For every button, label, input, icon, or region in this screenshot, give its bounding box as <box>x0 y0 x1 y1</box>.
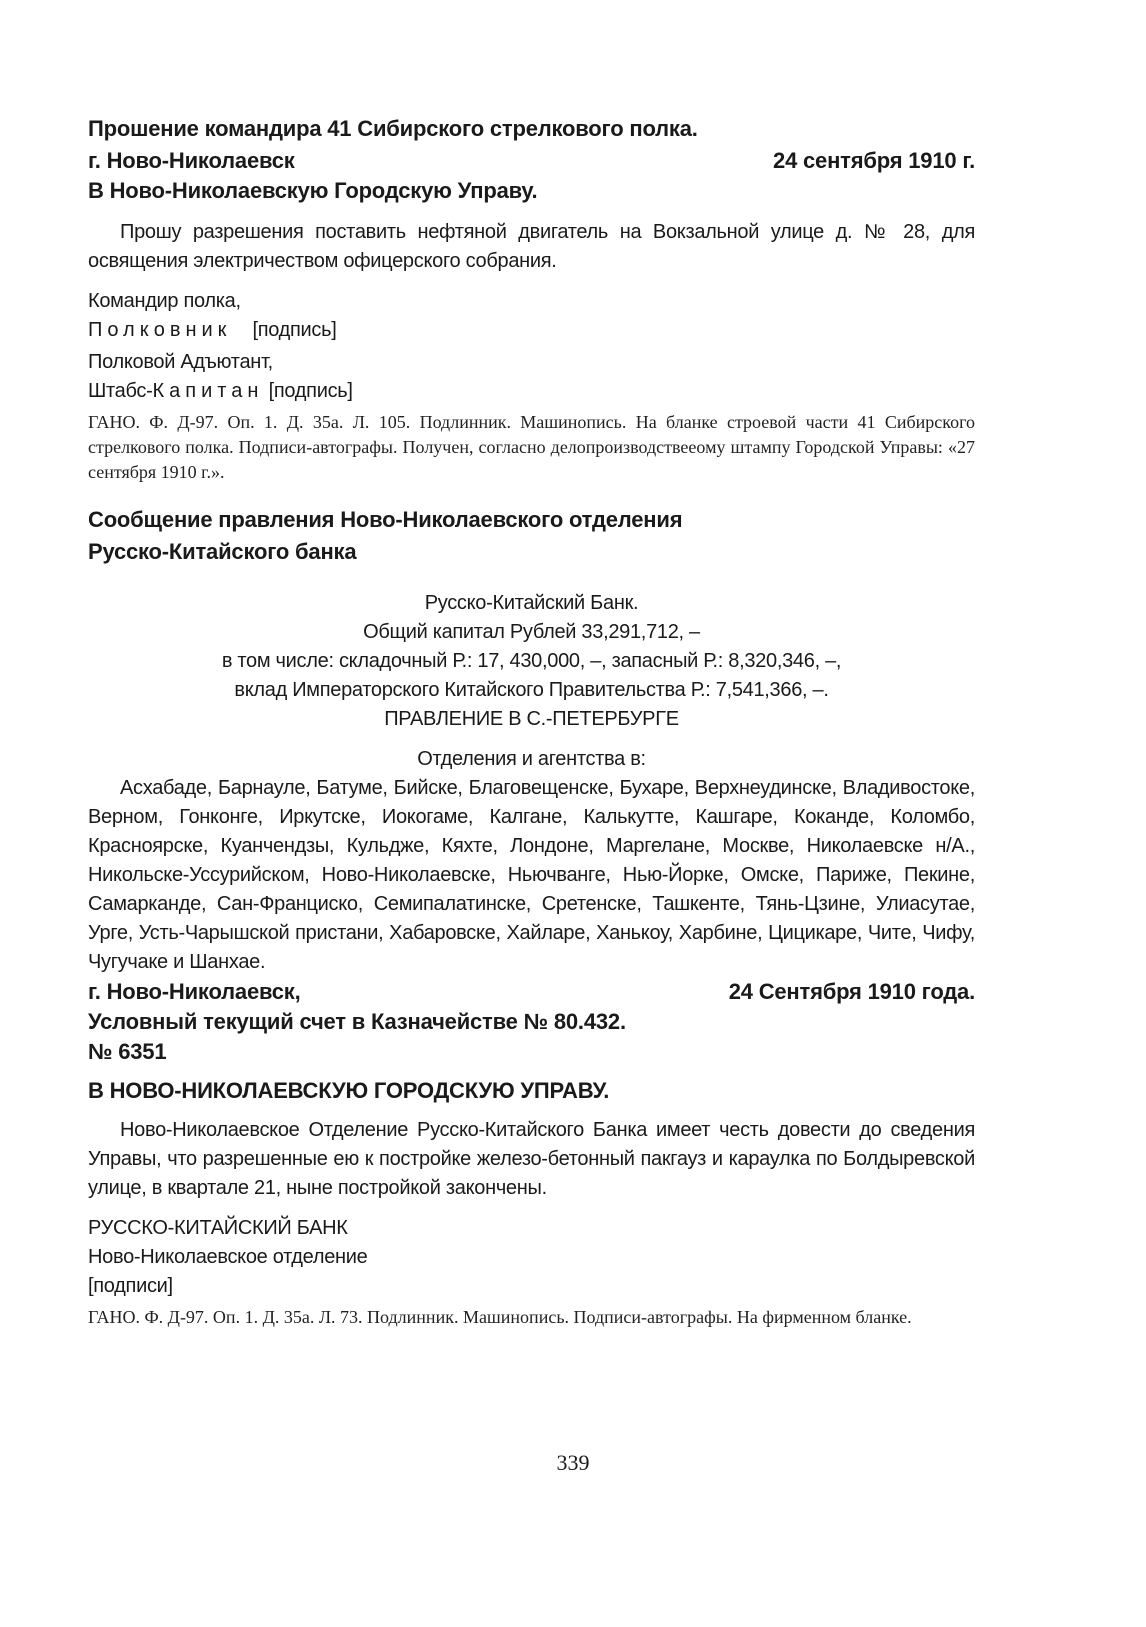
doc1-sign-mark1: [подпись] <box>252 319 337 341</box>
doc1-place: г. Ново-Николаевск <box>88 148 295 173</box>
doc1-sign-rank1-row <box>88 316 975 345</box>
doc2-archive-note: ГАНО. Ф. Д-97. Оп. 1. Д. 35а. Л. 73. Подлинник. Машинопись. Подписи-автографы. На фирменном бланке. <box>88 1307 912 1327</box>
letterhead-branches: Асхабаде, Барнауле, Батуме, Бийске, Благовещенске, Бухаре, Верхнеудинске, Владивостоке, Верном, Гонконге, Иркутске, Иокогаме, Калгане, Калькутте, Кашгаре, Коканде, Коломбо, Красноярске, Куанчендзы, Кульдже, Кяхте, Лондоне, Маргелане, Москве, Николаевске н/А., Никольске-Уссурийском, Ново-Николаевске, Ньючванге, Нью-Йорке, Омске, Париже, Пекине, Самарканде, Сан-Франциско, Семипалатинске, Сретенске, Ташкенте, Тянь-Цзине, Улиасутае, Урге, Усть-Чарышской пристани, Хабаровске, Хайларе, Ханькоу, Харбине, Цицикаре, Чите, Чифу, Чугучаке и Шанхае. <box>88 777 975 973</box>
letterhead-line3: в том числе: складочный Р.: 17, 430,000, –, запасный Р.: 8,320,346, –, <box>221 650 842 672</box>
letterhead-branches-heading: Отделения и агентства в: <box>417 748 646 770</box>
doc2-sign-line1: РУССКО-КИТАЙСКИЙ БАНК <box>88 1217 348 1239</box>
doc2-number: № 6351 <box>88 1039 167 1064</box>
letterhead-line4: вклад Императорского Китайского Правительства Р.: 7,541,366, –. <box>234 679 829 701</box>
doc2-letterhead <box>88 589 975 774</box>
page-number: 339 <box>556 1450 590 1475</box>
doc1-date: 24 сентября 1910 г. <box>773 148 975 173</box>
doc2-account: Условный текущий счет в Казначействе № 80.432. <box>88 1009 626 1034</box>
doc2-addressee: В НОВО-НИКОЛАЕВСКУЮ ГОРОДСКУЮ УПРАВУ. <box>88 1078 610 1103</box>
letterhead-line1: Русско-Китайский Банк. <box>424 592 639 614</box>
doc1-sign-rank1: Полковник <box>88 319 232 341</box>
doc1-sign-line1: Командир полка, <box>88 290 241 312</box>
document-2 <box>88 505 975 1330</box>
doc2-title-line2: Русско-Китайского банка <box>88 539 357 564</box>
doc1-sign-mark2: [подпись] <box>268 380 353 402</box>
doc1-addressee: В Ново-Николаевскую Городскую Управу. <box>88 178 538 203</box>
letterhead-line5: ПРАВЛЕНИЕ В С.-ПЕТЕРБУРГЕ <box>384 708 679 730</box>
doc2-body: Ново-Николаевское Отделение Русско-Китайского Банка имеет честь довести до сведения Управы, что разрешенные ею к постройке железо-бетонный пакгауз и караулка по Болдыревской улице, в квартале 21, ныне постройкой закончены. <box>88 1119 975 1199</box>
document-1 <box>88 114 975 485</box>
doc1-sign-line2: Полковой Адъютант, <box>88 351 273 373</box>
doc1-signature <box>88 287 975 406</box>
doc1-body: Прошу разрешения поставить нефтяной двигатель на Вокзальной улице д. № 28, для освящения электричеством офицерского собрания. <box>88 221 975 272</box>
doc1-place-date <box>88 146 975 176</box>
doc1-sign-rank2-prefix: Штабс- <box>88 380 153 402</box>
doc1-sign-rank2-row <box>88 377 975 406</box>
doc2-sign-line2: Ново-Николаевское отделение <box>88 1246 368 1268</box>
doc2-place: г. Ново-Николаевск, <box>88 979 301 1004</box>
letterhead-line2: Общий капитал Рублей 33,291,712, – <box>363 621 700 643</box>
doc2-signature <box>88 1214 975 1301</box>
doc2-sign-line3: [подписи] <box>88 1275 173 1297</box>
doc1-archive-note: ГАНО. Ф. Д-97. Оп. 1. Д. 35а. Л. 105. Подлинник. Машинопись. На бланке строевой части 41 Сибирского стрелкового полка. Подписи-автографы. Получен, согласно делопроизводствееому штампу Городской Управы: «27 сентября 1910 г.». <box>88 412 975 482</box>
doc1-sign-rank2: Капитан <box>152 380 264 402</box>
doc2-place-date <box>88 977 975 1007</box>
doc2-date: 24 Сентября 1910 года. <box>728 979 975 1004</box>
doc2-title-line1: Сообщение правления Ново-Николаевского отделения <box>88 507 683 532</box>
document-page <box>88 114 975 1330</box>
doc1-title: Прошение командира 41 Сибирского стрелкового полка. <box>88 116 698 141</box>
